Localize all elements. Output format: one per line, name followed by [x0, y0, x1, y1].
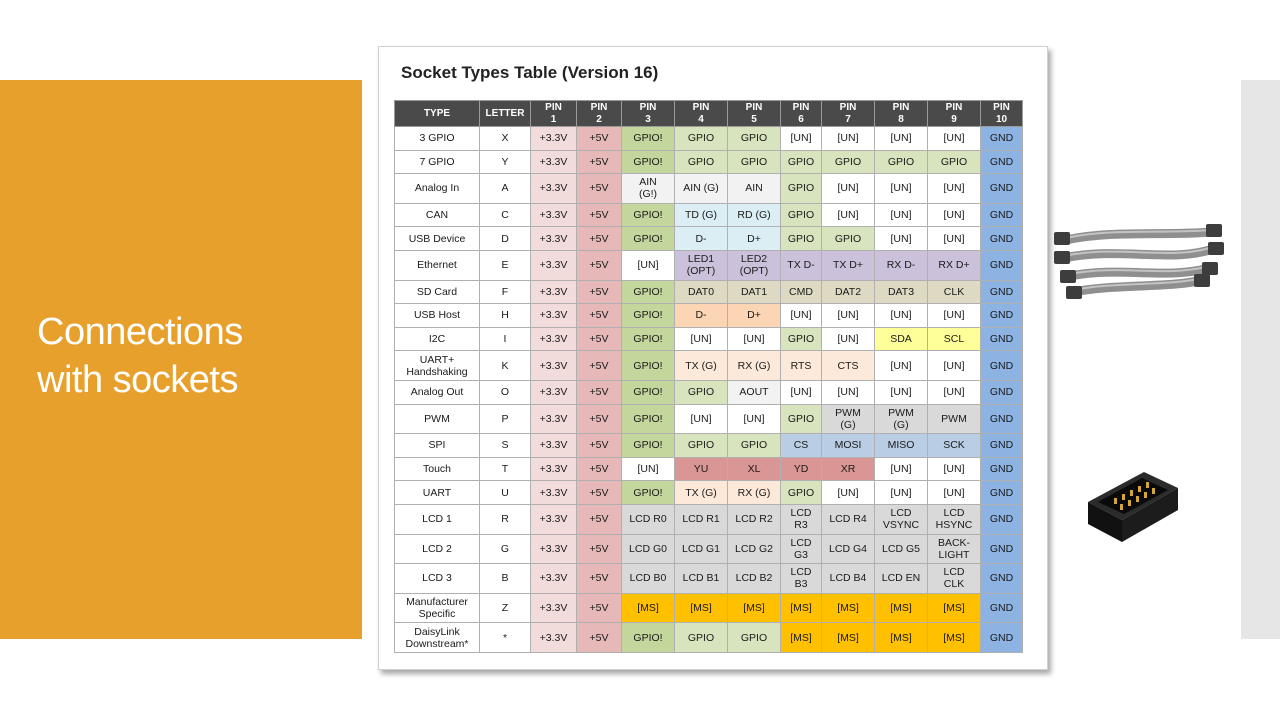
pin-cell: +3.3V	[531, 227, 577, 251]
pin-cell: +5V	[577, 280, 622, 304]
pin-cell: SDA	[875, 327, 928, 351]
pin-cell: AIN	[728, 174, 781, 204]
pin-cell: LCD R0	[622, 504, 675, 534]
table-row	[395, 534, 1023, 564]
socket-type-cell: SPI	[395, 434, 480, 458]
pin-cell: GPIO	[728, 434, 781, 458]
pin-cell: [UN]	[928, 380, 981, 404]
socket-type-cell: CAN	[395, 203, 480, 227]
pin-cell: CTS	[822, 351, 875, 381]
pin-cell: [UN]	[928, 351, 981, 381]
pin-cell: [MS]	[675, 593, 728, 623]
pin-cell: [UN]	[675, 404, 728, 434]
pin-cell: GND	[981, 327, 1023, 351]
pin-cell: +3.3V	[531, 404, 577, 434]
pin-cell: +3.3V	[531, 380, 577, 404]
column-header-6: PIN 5	[728, 101, 781, 127]
pin-cell: GPIO!	[622, 351, 675, 381]
pin-cell: GND	[981, 174, 1023, 204]
socket-letter-cell: H	[480, 304, 531, 328]
pin-cell: LCD B1	[675, 564, 728, 594]
pin-cell: GPIO	[781, 150, 822, 174]
pin-cell: GND	[981, 127, 1023, 151]
pin-cell: [UN]	[928, 174, 981, 204]
pin-cell: LCD B4	[822, 564, 875, 594]
pin-cell: PWM	[928, 404, 981, 434]
pin-cell: LCD G4	[822, 534, 875, 564]
pin-cell: MISO	[875, 434, 928, 458]
pin-cell: GND	[981, 481, 1023, 505]
pin-cell: [UN]	[622, 250, 675, 280]
pin-cell: [MS]	[875, 593, 928, 623]
pin-cell: GPIO!	[622, 434, 675, 458]
pin-cell: SCK	[928, 434, 981, 458]
socket-letter-cell: G	[480, 534, 531, 564]
pin-cell: [UN]	[875, 351, 928, 381]
pin-cell: +5V	[577, 593, 622, 623]
pin-cell: LCD G2	[728, 534, 781, 564]
pin-cell: RX D+	[928, 250, 981, 280]
pin-cell: GPIO	[781, 203, 822, 227]
pin-cell: [UN]	[928, 203, 981, 227]
pin-cell: TX D-	[781, 250, 822, 280]
pin-cell: +5V	[577, 150, 622, 174]
pin-cell: GND	[981, 457, 1023, 481]
socket-letter-cell: K	[480, 351, 531, 381]
pin-cell: LCD HSYNC	[928, 504, 981, 534]
socket-type-cell: Analog In	[395, 174, 480, 204]
pin-cell: RX D-	[875, 250, 928, 280]
pin-cell: GND	[981, 351, 1023, 381]
pin-cell: [UN]	[875, 304, 928, 328]
pin-cell: [UN]	[822, 174, 875, 204]
socket-letter-cell: R	[480, 504, 531, 534]
pin-cell: GPIO!	[622, 623, 675, 653]
pin-cell: +3.3V	[531, 504, 577, 534]
pin-cell: GPIO!	[622, 481, 675, 505]
pin-cell: +3.3V	[531, 203, 577, 227]
pin-cell: GND	[981, 304, 1023, 328]
pin-cell: GPIO	[781, 481, 822, 505]
pin-cell: [UN]	[822, 304, 875, 328]
pin-cell: +5V	[577, 127, 622, 151]
pin-cell: GPIO!	[622, 127, 675, 151]
pin-cell: [UN]	[875, 203, 928, 227]
table-row	[395, 564, 1023, 594]
pin-cell: +3.3V	[531, 434, 577, 458]
pin-cell: TX D+	[822, 250, 875, 280]
slide-title-line-1: Connections	[37, 311, 243, 353]
pin-cell: CMD	[781, 280, 822, 304]
pin-cell: GND	[981, 404, 1023, 434]
socket-type-cell: LCD 2	[395, 534, 480, 564]
socket-type-cell: DaisyLink Downstream*	[395, 623, 480, 653]
column-header-2: PIN 1	[531, 101, 577, 127]
socket-letter-cell: O	[480, 380, 531, 404]
pin-cell: +5V	[577, 304, 622, 328]
pin-cell: RX (G)	[728, 481, 781, 505]
socket-type-cell: UART	[395, 481, 480, 505]
pin-cell: GPIO!	[622, 203, 675, 227]
column-header-3: PIN 2	[577, 101, 622, 127]
table-row	[395, 327, 1023, 351]
pin-cell: [UN]	[781, 127, 822, 151]
socket-letter-cell: E	[480, 250, 531, 280]
socket-letter-cell: *	[480, 623, 531, 653]
pin-cell: GND	[981, 250, 1023, 280]
pin-cell: [MS]	[928, 623, 981, 653]
pin-cell: LCD B0	[622, 564, 675, 594]
socket-letter-cell: S	[480, 434, 531, 458]
socket-letter-cell: T	[480, 457, 531, 481]
pin-cell: +5V	[577, 457, 622, 481]
pin-cell: GND	[981, 227, 1023, 251]
pin-cell: [UN]	[822, 127, 875, 151]
pin-cell: LED1 (OPT)	[675, 250, 728, 280]
table-row	[395, 351, 1023, 381]
pin-cell: +5V	[577, 564, 622, 594]
pin-cell: +5V	[577, 504, 622, 534]
pin-cell: +3.3V	[531, 623, 577, 653]
pin-cell: DAT2	[822, 280, 875, 304]
pin-cell: AIN (G!)	[622, 174, 675, 204]
pin-cell: LCD B3	[781, 564, 822, 594]
pin-cell: [UN]	[781, 380, 822, 404]
ribbon-cable-photo	[1052, 218, 1224, 308]
pin-cell: LCD VSYNC	[875, 504, 928, 534]
socket-type-cell: PWM	[395, 404, 480, 434]
pin-cell: CLK	[928, 280, 981, 304]
pin-cell: [MS]	[781, 623, 822, 653]
socket-type-cell: LCD 3	[395, 564, 480, 594]
pin-cell: GPIO!	[622, 327, 675, 351]
socket-type-cell: 3 GPIO	[395, 127, 480, 151]
pin-cell: +3.3V	[531, 304, 577, 328]
pin-cell: [UN]	[875, 380, 928, 404]
pin-cell: +5V	[577, 351, 622, 381]
pin-cell: DAT1	[728, 280, 781, 304]
table-title: Socket Types Table (Version 16)	[401, 63, 659, 82]
pin-cell: GND	[981, 150, 1023, 174]
pin-cell: GPIO	[728, 150, 781, 174]
column-header-1: LETTER	[480, 101, 531, 127]
pin-cell: XR	[822, 457, 875, 481]
table-body	[395, 127, 1023, 653]
socket-type-cell: USB Host	[395, 304, 480, 328]
pin-cell: LCD R4	[822, 504, 875, 534]
socket-letter-cell: U	[480, 481, 531, 505]
pin-cell: LED2 (OPT)	[728, 250, 781, 280]
pin-cell: PWM (G)	[875, 404, 928, 434]
pin-cell: +5V	[577, 380, 622, 404]
socket-letter-cell: P	[480, 404, 531, 434]
pin-cell: GPIO	[675, 127, 728, 151]
pin-cell: D-	[675, 304, 728, 328]
pin-cell: [MS]	[822, 623, 875, 653]
pin-cell: LCD R3	[781, 504, 822, 534]
pin-cell: LCD EN	[875, 564, 928, 594]
pin-cell: GPIO	[781, 404, 822, 434]
pin-cell: GPIO	[728, 623, 781, 653]
pin-cell: DAT0	[675, 280, 728, 304]
pin-cell: [MS]	[875, 623, 928, 653]
pin-cell: +5V	[577, 227, 622, 251]
pin-cell: TX (G)	[675, 481, 728, 505]
pin-cell: AIN (G)	[675, 174, 728, 204]
pin-cell: LCD G1	[675, 534, 728, 564]
pin-cell: GPIO	[675, 434, 728, 458]
pin-cell: +5V	[577, 481, 622, 505]
socket-types-table	[394, 100, 1023, 653]
pin-cell: CS	[781, 434, 822, 458]
socket-letter-cell: C	[480, 203, 531, 227]
pin-cell: RD (G)	[728, 203, 781, 227]
pin-cell: D+	[728, 227, 781, 251]
pin-cell: +3.3V	[531, 457, 577, 481]
pin-cell: [UN]	[928, 304, 981, 328]
pin-cell: [UN]	[875, 457, 928, 481]
pin-cell: GND	[981, 593, 1023, 623]
socket-type-cell: Touch	[395, 457, 480, 481]
pin-cell: +3.3V	[531, 280, 577, 304]
pin-cell: GPIO!	[622, 304, 675, 328]
pin-cell: GND	[981, 623, 1023, 653]
pin-cell: [MS]	[622, 593, 675, 623]
pin-cell: GPIO!	[622, 404, 675, 434]
pin-cell: RTS	[781, 351, 822, 381]
pin-cell: +5V	[577, 174, 622, 204]
socket-type-cell: 7 GPIO	[395, 150, 480, 174]
pin-cell: [UN]	[875, 174, 928, 204]
pin-cell: GPIO	[781, 174, 822, 204]
column-header-11: PIN 10	[981, 101, 1023, 127]
pin-cell: [UN]	[928, 457, 981, 481]
pin-cell: GPIO	[781, 227, 822, 251]
pin-cell: [UN]	[928, 127, 981, 151]
pin-cell: [UN]	[875, 481, 928, 505]
pin-cell: [UN]	[875, 127, 928, 151]
pin-cell: [UN]	[822, 481, 875, 505]
pin-cell: GND	[981, 534, 1023, 564]
table-row	[395, 504, 1023, 534]
pin-cell: LCD B2	[728, 564, 781, 594]
socket-type-cell: Ethernet	[395, 250, 480, 280]
pin-cell: +3.3V	[531, 534, 577, 564]
table-row	[395, 150, 1023, 174]
pin-cell: +5V	[577, 203, 622, 227]
table-row	[395, 227, 1023, 251]
table-row	[395, 250, 1023, 280]
pin-cell: TX (G)	[675, 351, 728, 381]
pin-cell: RX (G)	[728, 351, 781, 381]
pin-cell: GPIO!	[622, 280, 675, 304]
column-header-10: PIN 9	[928, 101, 981, 127]
column-header-5: PIN 4	[675, 101, 728, 127]
pin-cell: D-	[675, 227, 728, 251]
table-row	[395, 593, 1023, 623]
table-header-row	[395, 101, 1023, 127]
pin-cell: GND	[981, 380, 1023, 404]
pin-cell: [UN]	[675, 327, 728, 351]
pin-cell: +5V	[577, 250, 622, 280]
pin-cell: GPIO	[675, 623, 728, 653]
pin-cell: AOUT	[728, 380, 781, 404]
pin-cell: +3.3V	[531, 127, 577, 151]
pin-cell: GND	[981, 564, 1023, 594]
socket-letter-cell: D	[480, 227, 531, 251]
pin-cell: BACK- LIGHT	[928, 534, 981, 564]
pin-cell: XL	[728, 457, 781, 481]
pin-cell: GPIO!	[622, 227, 675, 251]
column-header-8: PIN 7	[822, 101, 875, 127]
pin-cell: GND	[981, 504, 1023, 534]
pin-cell: +3.3V	[531, 351, 577, 381]
socket-table-image	[378, 46, 1048, 670]
pin-cell: +3.3V	[531, 481, 577, 505]
socket-type-cell: LCD 1	[395, 504, 480, 534]
table-row	[395, 280, 1023, 304]
pin-cell: +5V	[577, 327, 622, 351]
pin-cell: +3.3V	[531, 250, 577, 280]
pin-cell: GND	[981, 280, 1023, 304]
pin-cell: YD	[781, 457, 822, 481]
pin-cell: [MS]	[728, 593, 781, 623]
pin-cell: LCD G0	[622, 534, 675, 564]
socket-type-cell: SD Card	[395, 280, 480, 304]
pin-cell: [UN]	[781, 304, 822, 328]
pin-cell: [UN]	[822, 203, 875, 227]
box-header-connector-photo	[1084, 462, 1180, 544]
pin-cell: LCD G3	[781, 534, 822, 564]
slide-title-line-2: with sockets	[37, 359, 238, 401]
pin-cell: [UN]	[822, 327, 875, 351]
column-header-7: PIN 6	[781, 101, 822, 127]
pin-cell: [UN]	[928, 227, 981, 251]
pin-cell: GPIO	[675, 380, 728, 404]
table-row	[395, 174, 1023, 204]
pin-cell: GPIO	[728, 127, 781, 151]
pin-cell: D+	[728, 304, 781, 328]
pin-cell: [UN]	[728, 404, 781, 434]
pin-cell: +5V	[577, 534, 622, 564]
table-row	[395, 304, 1023, 328]
table-row	[395, 380, 1023, 404]
socket-letter-cell: F	[480, 280, 531, 304]
pin-cell: [MS]	[781, 593, 822, 623]
pin-cell: +5V	[577, 404, 622, 434]
socket-letter-cell: B	[480, 564, 531, 594]
pin-cell: [MS]	[928, 593, 981, 623]
pin-cell: GPIO	[928, 150, 981, 174]
pin-cell: LCD R1	[675, 504, 728, 534]
pin-cell: GND	[981, 203, 1023, 227]
table-row	[395, 481, 1023, 505]
slide-title	[37, 308, 243, 404]
pin-cell: +3.3V	[531, 593, 577, 623]
pin-cell: DAT3	[875, 280, 928, 304]
pin-cell: GPIO	[875, 150, 928, 174]
socket-type-cell: Analog Out	[395, 380, 480, 404]
pin-cell: +3.3V	[531, 564, 577, 594]
pin-cell: GPIO!	[622, 150, 675, 174]
pin-cell: [UN]	[622, 457, 675, 481]
pin-cell: LCD G5	[875, 534, 928, 564]
pin-cell: TD (G)	[675, 203, 728, 227]
column-header-0: TYPE	[395, 101, 480, 127]
pin-cell: +5V	[577, 434, 622, 458]
table-row	[395, 434, 1023, 458]
pin-cell: MOSI	[822, 434, 875, 458]
pin-cell: +3.3V	[531, 327, 577, 351]
table-row	[395, 404, 1023, 434]
pin-cell: GPIO!	[622, 380, 675, 404]
pin-cell: [UN]	[728, 327, 781, 351]
socket-letter-cell: Y	[480, 150, 531, 174]
table-row	[395, 127, 1023, 151]
pin-cell: LCD R2	[728, 504, 781, 534]
pin-cell: [MS]	[822, 593, 875, 623]
pin-cell: +5V	[577, 623, 622, 653]
right-decor-strip	[1241, 80, 1280, 639]
pin-cell: GND	[981, 434, 1023, 458]
pin-cell: GPIO	[675, 150, 728, 174]
table-row	[395, 203, 1023, 227]
socket-type-cell: USB Device	[395, 227, 480, 251]
table-row	[395, 623, 1023, 653]
socket-letter-cell: I	[480, 327, 531, 351]
column-header-4: PIN 3	[622, 101, 675, 127]
socket-letter-cell: Z	[480, 593, 531, 623]
table-row	[395, 457, 1023, 481]
pin-cell: SCL	[928, 327, 981, 351]
socket-type-cell: I2C	[395, 327, 480, 351]
pin-cell: [UN]	[822, 380, 875, 404]
socket-letter-cell: X	[480, 127, 531, 151]
pin-cell: LCD CLK	[928, 564, 981, 594]
pin-cell: [UN]	[928, 481, 981, 505]
pin-cell: GPIO	[822, 227, 875, 251]
pin-cell: PWM (G)	[822, 404, 875, 434]
socket-type-cell: Manufacturer Specific	[395, 593, 480, 623]
socket-type-cell: UART+ Handshaking	[395, 351, 480, 381]
pin-cell: YU	[675, 457, 728, 481]
pin-cell: +3.3V	[531, 174, 577, 204]
pin-cell: +3.3V	[531, 150, 577, 174]
socket-letter-cell: A	[480, 174, 531, 204]
pin-cell: [UN]	[875, 227, 928, 251]
column-header-9: PIN 8	[875, 101, 928, 127]
pin-cell: GPIO	[822, 150, 875, 174]
pin-cell: GPIO	[781, 327, 822, 351]
